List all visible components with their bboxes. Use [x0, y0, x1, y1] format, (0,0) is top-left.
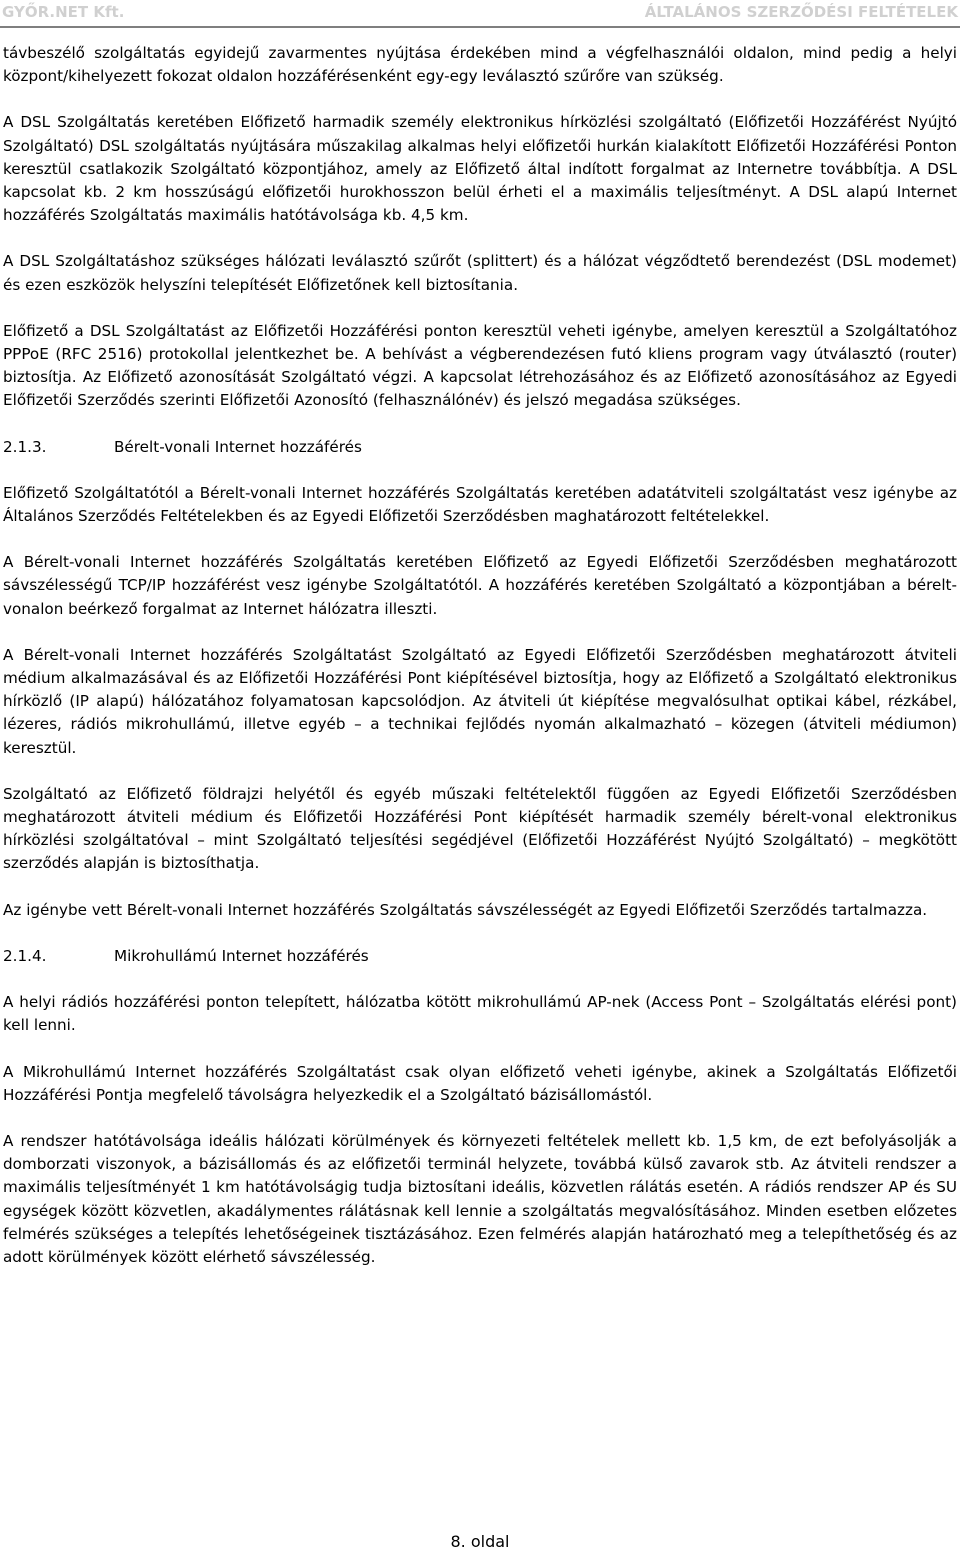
section-heading-2-1-3: [3, 436, 957, 459]
page-header: [0, 0, 960, 28]
section-number: 2.1.3.: [3, 437, 47, 456]
paragraph: A Bérelt-vonali Internet hozzáférés Szolgáltatást Szolgáltató az Egyedi Előfizetői Szerződésben meghatározott átviteli médium alkalmazásával és az Előfizetői Hozzáférési Pont kiépítésével biztosítja, hogy az Előfizető a Szolgáltató elektronikus hírközlő (IP alapú) hálózatához folyamatosan kapcsolódjon. Az átviteli út kiépítése megvalósulhat optikai kábel, rézkábel, lézeres, rádiós mikrohullámú, illetve egyéb – a technikai fejlődés nyomán alkalmazható – közegen (átviteli médiumon) keresztül.: [3, 645, 957, 757]
company-name: GYŐR.NET Kft.: [2, 3, 125, 21]
document-body: [3, 42, 957, 1292]
page-number: 8. oldal: [450, 1532, 510, 1551]
document-title: ÁLTALÁNOS SZERZŐDÉSI FELTÉTELEK: [644, 3, 958, 21]
section-title: Mikrohullámú Internet hozzáférés: [114, 946, 369, 965]
paragraph: A Bérelt-vonali Internet hozzáférés Szolgáltatás keretében Előfizető az Egyedi Előfizetői Szerződésben meghatározott sávszélességű TCP/IP hozzáférést vesz igénybe Szolgáltatótól. A hozzáférés keretében Szolgáltató a központjában a bérelt-vonalon beérkező forgalmat az Internet hálózatra illeszti.: [3, 553, 957, 618]
section-title: Bérelt-vonali Internet hozzáférés: [114, 437, 362, 456]
paragraph: A DSL Szolgáltatáshoz szükséges hálózati leválasztó szűrőt (splittert) és a hálózat végződtető berendezést (DSL modemet) és ezen eszközök helyszíni telepítését Előfizetőnek kell biztosítania.: [3, 252, 957, 294]
paragraph: Előfizető Szolgáltatótól a Bérelt-vonali Internet hozzáférés Szolgáltatás keretében adatátviteli szolgáltatást vesz igénybe az Általános Szerződés Feltételekben és az Egyedi Előfizetői Szerződésben maghatározott feltételekkel.: [3, 483, 957, 526]
paragraph: Előfizető a DSL Szolgáltatást az Előfizetői Hozzáférési ponton keresztül veheti igénybe, amelyen keresztül a Szolgáltatóhoz PPPoE (RFC 2516) protokollal jelentkezhet be. A behívást a végberendezésen futó kliens program vagy útválasztó (router) biztosítja. Az Előfizető azonosítását Szolgáltató végzi. A kapcsolat létrehozásához és az Előfizető azonosításához az Egyedi Előfizetői Szerződés szerinti Előfizetői Azonosító (felhasználónév) és jelszó megadása szükséges.: [3, 321, 957, 410]
paragraph: Szolgáltató az Előfizető földrajzi helyétől és egyéb műszaki feltételektől függően az Egyedi Előfizetői Szerződésben meghatározott átviteli médium és Előfizetői Hozzáférési Pont kiépítését harmadik személy bérelt-vonal elektronikus hírközlési szolgáltatóval – mint Szolgáltató teljesítési segédjével (Előfizetői Hozzáférést Nyújtó Szolgáltató) – megkötött szerződés alapján is biztosíthatja.: [3, 784, 957, 873]
paragraph: távbeszélő szolgáltatás egyidejű zavarmentes nyújtása érdekében mind a végfelhasználói oldalon, mind pedig a helyi központ/kihelyezett fokozat oldalon hozzáférésenként egy-egy leválasztó szűrőre van szükség.: [3, 44, 957, 86]
paragraph: Az igénybe vett Bérelt-vonali Internet hozzáférés Szolgáltatás sávszélességét az Egyedi Előfizetői Szerződés tartalmazza.: [3, 900, 928, 919]
paragraph: A DSL Szolgáltatás keretében Előfizető harmadik személy elektronikus hírközlési szolgáltató (Előfizetői Hozzáférést Nyújtó Szolgáltató) DSL szolgáltatás nyújtására műszakilag alkalmas helyi előfizetői hurkán kialakított Előfizetői Hozzáférési Ponton keresztül csatlakozik Szolgáltató központjához, amely az Előfizető által indított forgalmat az Internetre továbbítja. A DSL kapcsolat kb. 2 km hosszúságú előfizetői hurokhosszon belül érheti el a maximális teljesítményt. A DSL alapú Internet hozzáférés Szolgáltatás maximális hatótávolsága kb. 4,5 km.: [3, 113, 957, 225]
paragraph: A rendszer hatótávolsága ideális hálózati körülmények és környezeti feltételek mellett kb. 1,5 km, de ezt befolyásolják a domborzati viszonyok, a bázisállomás és az előfizetői terminál helyzete, továbbá külső zavarok stb. Az átviteli rendszer a maximális teljesítményét 1 km hatótávolságig tudja biztosítani ideális, közvetlen rálátás esetén. A rádiós rendszer AP és SU egységek között közvetlen, akadálymentes rálátásnak kell lennie a szolgáltatás megvalósításához. Minden esetben előzetes felmérés szükséges a telepítés lehetőségeinek tisztázásához. Ezen felmérés alapján határozható meg a telepíthetőség és az adott körülmények között elérhető sávszélesség.: [3, 1131, 957, 1266]
section-heading-2-1-4: [3, 945, 957, 968]
paragraph: A Mikrohullámú Internet hozzáférés Szolgáltatást csak olyan előfizető veheti igénybe, akinek a Szolgáltatás Előfizetői Hozzáférési Pontja megfelelő távolságra helyezkedik el a Szolgáltató bázisállomástól.: [3, 1062, 957, 1104]
section-number: 2.1.4.: [3, 946, 47, 965]
paragraph: A helyi rádiós hozzáférési ponton telepített, hálózatba kötött mikrohullámú AP-nek (Access Pont – Szolgáltatás elérési pont) kell lenni.: [3, 993, 957, 1035]
